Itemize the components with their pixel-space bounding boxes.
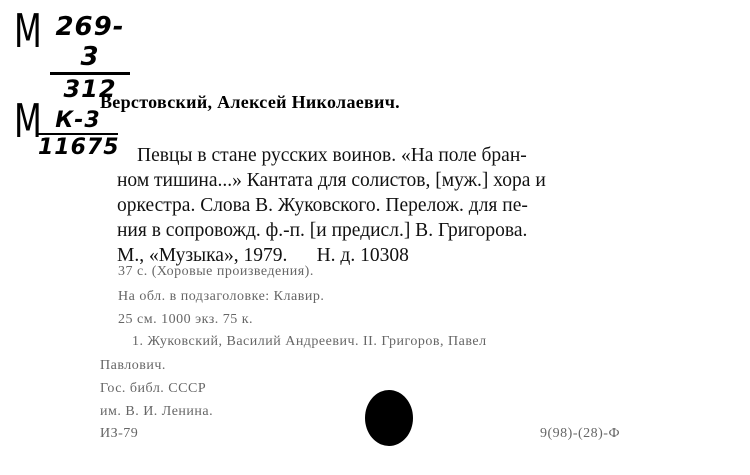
main-description — [117, 143, 657, 268]
call-numerator: 269-3 — [55, 12, 125, 72]
call-letter: М — [13, 94, 42, 148]
library-line: им. В. И. Ленина. — [100, 404, 214, 419]
call-fraction-bottom — [38, 108, 118, 160]
call-denominator: 312 — [63, 75, 117, 103]
author-heading: Верстовский, Алексей Николаевич. — [100, 92, 400, 112]
small-line: 37 с. (Хоровые произведения). — [118, 264, 314, 279]
library-stamp — [365, 390, 413, 446]
call-numerator: К-3 — [55, 108, 101, 133]
card-number: ИЗ-79 — [100, 426, 139, 441]
description-line: ном тишина...» Кантата для солистов, [муж.] хора и — [117, 170, 546, 191]
description-line: Певцы в стане русских воинов. «На поле бран- — [137, 145, 527, 166]
call-letter: М — [13, 4, 42, 58]
call-fraction-top — [50, 12, 130, 103]
description-line: оркестра. Слова В. Жуковского. Перелож. для пе- — [117, 195, 528, 216]
call-number-top — [8, 4, 48, 58]
library-line: Гос. библ. СССР — [100, 381, 207, 396]
small-line: Павлович. — [100, 358, 166, 373]
small-line: 1. Жуковский, Василий Андреевич. II. Григоров, Павел — [132, 334, 487, 349]
description-line: ния в сопровожд. ф.-п. [и предисл.] В. Григорова. — [117, 220, 528, 241]
description-line: М., «Музыка», 1979. Н. д. 10308 — [117, 245, 409, 266]
small-line: На обл. в подзаголовке: Клавир. — [118, 289, 325, 304]
small-line: 25 см. 1000 экз. 75 к. — [118, 312, 254, 327]
call-denominator: 11675 — [38, 135, 120, 160]
catalog-code: 9(98)-(28)-Ф — [540, 426, 621, 441]
